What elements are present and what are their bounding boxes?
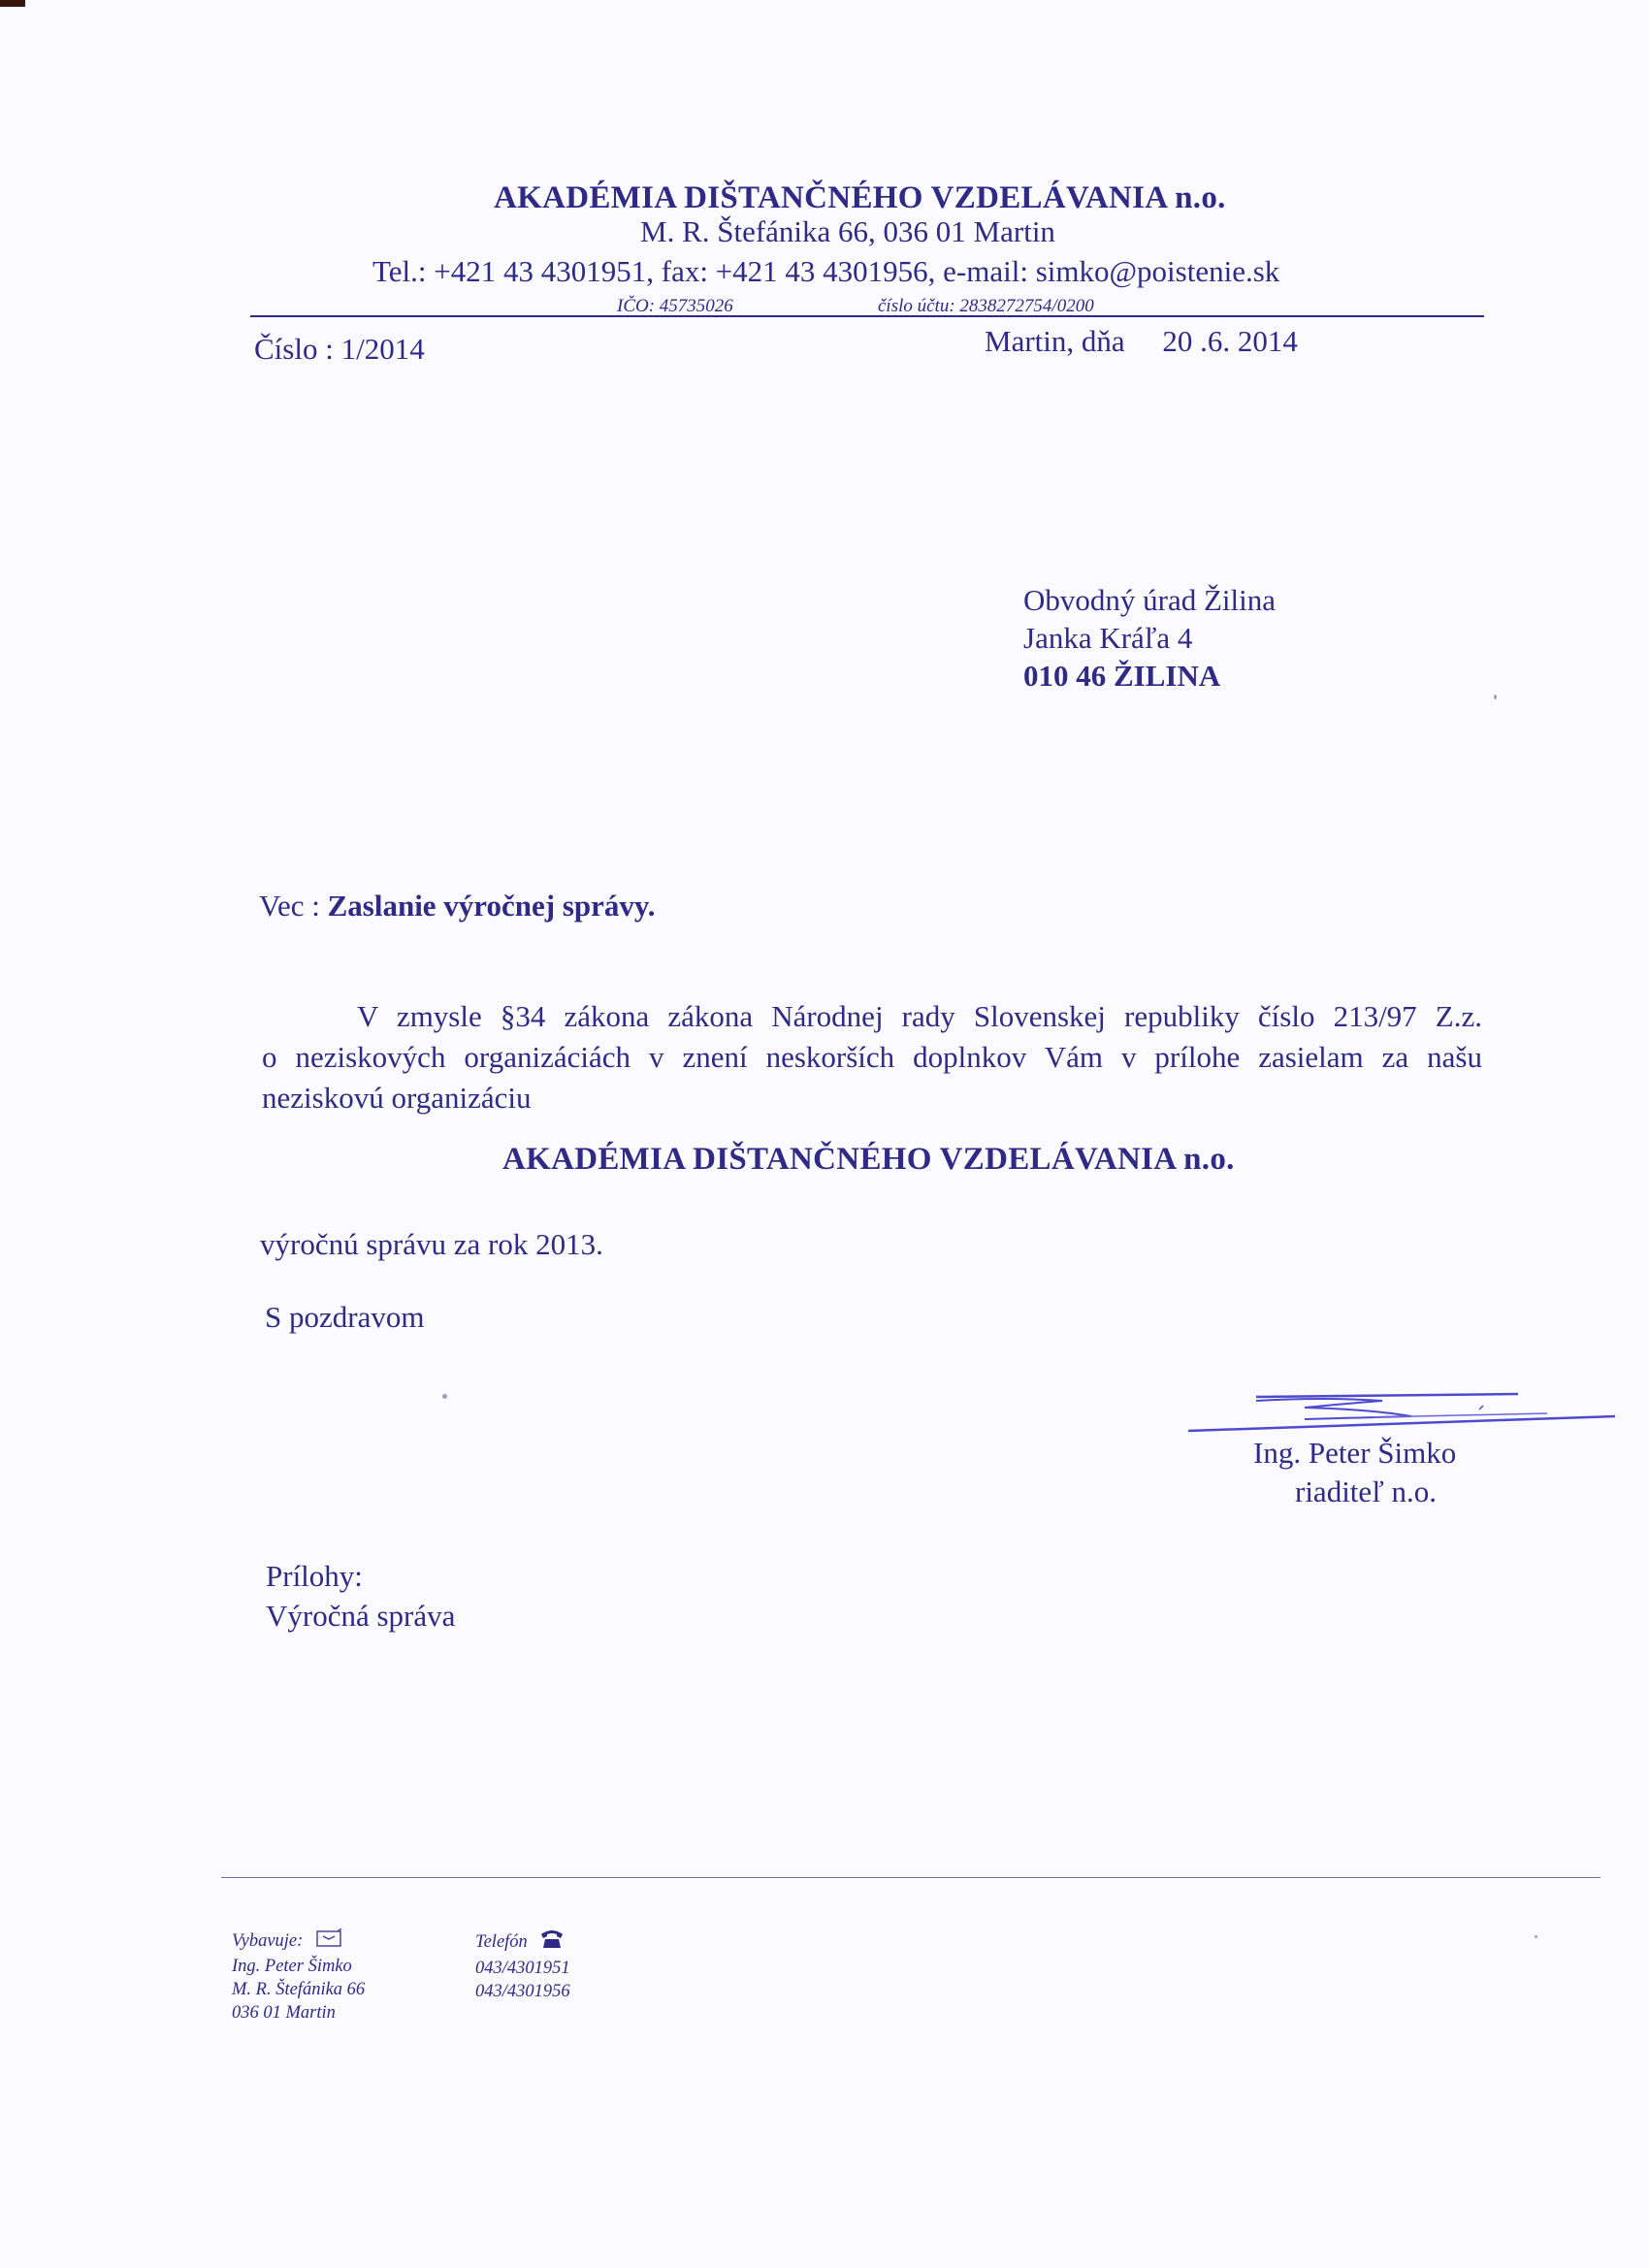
footer-handler-name: Ing. Peter Šimko [232, 1957, 352, 1976]
footer-phone-block [475, 1928, 570, 2003]
footer-handler-label: Vybavuje: [232, 1930, 304, 1951]
letterhead-account: číslo účtu: 2838272754/0200 [878, 296, 1094, 316]
footer-phone-1: 043/4301951 [475, 1959, 570, 1978]
envelope-icon [315, 1928, 344, 1955]
letterhead-contact: Tel.: +421 43 4301951, fax: +421 43 4301956, e-mail: simko@poistenie.sk [372, 254, 1280, 288]
footer-divider [221, 1877, 1600, 1878]
letterhead-ico: IČO: 45735026 [617, 296, 733, 316]
attachment-item: Výročná správa [266, 1599, 456, 1633]
scan-speck [442, 1394, 447, 1399]
telephone-icon [539, 1928, 565, 1957]
scan-corner-mark [0, 0, 25, 7]
subject-line [259, 889, 655, 923]
scan-speck [1535, 1935, 1537, 1938]
body-line-2: o neziskových organizáciách v znení neskorších doplnkov Vám v prílohe zasielam za našu [262, 1040, 1482, 1074]
attachments-label: Prílohy: [266, 1559, 363, 1593]
footer-handler-street: M. R. Štefánika 66 [232, 1980, 366, 1999]
recipient-line-1: Obvodný úrad Žilina [1023, 583, 1277, 617]
body-paragraph [262, 996, 1482, 1118]
footer-handler-row [232, 1928, 365, 1955]
footer-phone-row [475, 1928, 570, 1957]
body-line-1: V zmysle §34 zákona zákona Národnej rady Slovenskej republiky číslo 213/97 Z.z. [357, 999, 1482, 1033]
footer-contact-person [232, 1928, 365, 2025]
body-tail: výročnú správu za rok 2013. [260, 1227, 603, 1261]
scan-speck [1494, 695, 1497, 699]
footer-handler-city: 036 01 Martin [232, 2003, 336, 2023]
reference-number: Číslo : 1/2014 [254, 332, 425, 366]
body-org-name: AKADÉMIA DIŠTANČNÉHO VZDELÁVANIA n.o. [502, 1142, 1235, 1177]
footer-phone-label: Telefón [475, 1931, 528, 1952]
subject-text: Zaslanie výročnej správy. [327, 889, 656, 923]
letterhead-divider [250, 315, 1484, 317]
letter-date: Martin, dňa 20 .6. 2014 [985, 324, 1298, 358]
signer-role: riaditeľ n.o. [1295, 1474, 1438, 1508]
subject-label: Vec : [259, 889, 328, 923]
closing-greeting: S pozdravom [265, 1300, 425, 1334]
recipient-line-2: Janka Kráľa 4 [1023, 621, 1193, 655]
footer-phone-2: 043/4301956 [475, 1982, 570, 2001]
recipient-line-3: 010 46 ŽILINA [1023, 659, 1221, 693]
letterhead-org-name: AKADÉMIA DIŠTANČNÉHO VZDELÁVANIA n.o. [494, 180, 1226, 215]
signer-name: Ing. Peter Šimko [1253, 1436, 1457, 1470]
body-line-3: neziskovú organizáciu [262, 1081, 532, 1115]
letterhead-address: M. R. Štefánika 66, 036 01 Martin [640, 214, 1055, 248]
